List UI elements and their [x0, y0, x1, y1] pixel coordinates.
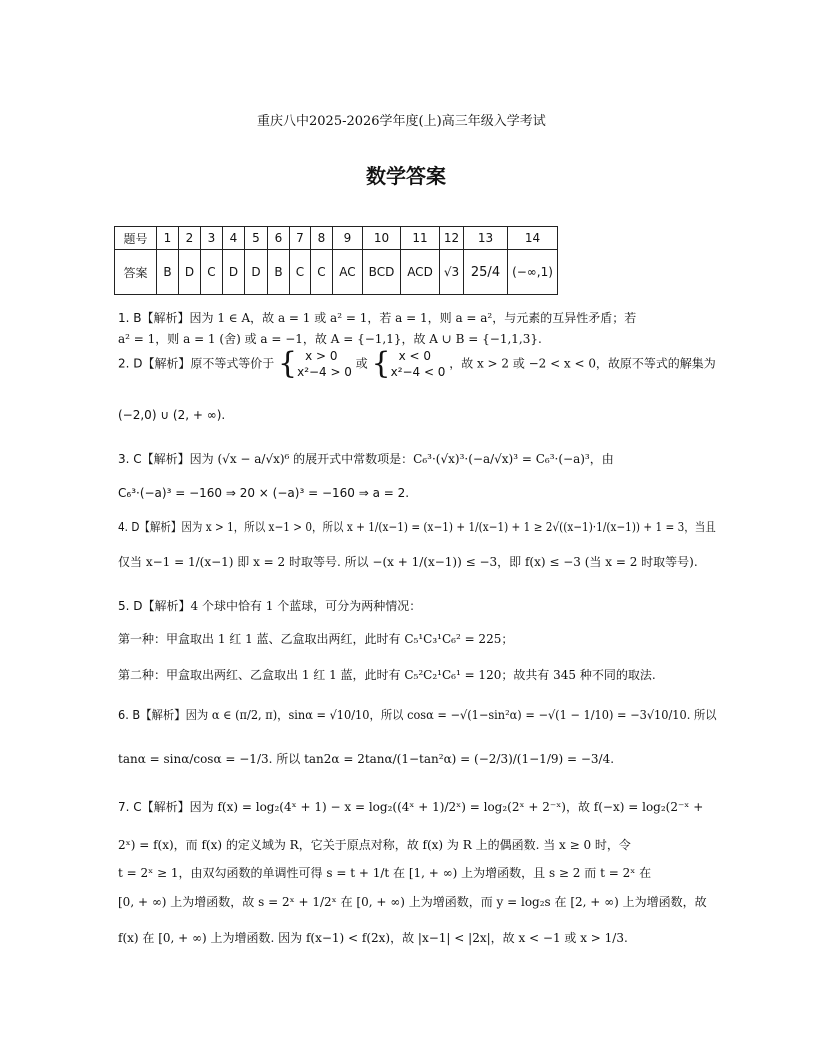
table-cell: 25/4: [464, 250, 508, 295]
inequality-system-2: x < 0 x²−4 < 0: [390, 349, 446, 379]
solution-text: 仅当 x−1 = 1/(x−1) 即 x = 2 时取等号. 所以 −(x + 1/(x−1)) ≤ −3，即 f(x) ≤ −3 (当 x = 2 时取等号).: [118, 555, 698, 569]
page-title: 数学答案: [366, 164, 446, 188]
table-cell: D: [223, 250, 245, 295]
solution-7-line-3: [118, 864, 651, 881]
solution-text: 2ˣ) = f(x)，而 f(x) 的定义域为 R，它关于原点对称，故 f(x) 为 R 上的偶函数. 当 x ≥ 0 时，令: [118, 838, 631, 852]
solution-7-line-4: [118, 893, 707, 910]
row-label-answer: 答案: [115, 250, 157, 295]
table-cell: C: [311, 250, 333, 295]
inequality-system-1: x > 0 x²−4 > 0: [297, 349, 352, 379]
solution-5-line-2: [118, 630, 513, 647]
table-cell: 8: [311, 227, 333, 250]
question-number: 6. B: [118, 708, 141, 722]
solution-text: 因为 α ∈ (π/2, π)，sinα = √10/10，所以 cosα = −√(1−sin²α) = −√(1 − 1/10) = −3√10/10. 所以: [185, 708, 717, 722]
solution-7-line-5: [118, 929, 628, 946]
table-cell: 6: [268, 227, 290, 250]
solution-text: 4 个球中恰有 1 个蓝球，可分为两种情况：: [190, 599, 422, 613]
table-cell: B: [157, 250, 179, 295]
table-cell: AC: [333, 250, 363, 295]
table-cell: 11: [401, 227, 440, 250]
table-cell: 9: [333, 227, 363, 250]
answer-table: [114, 226, 558, 295]
table-cell: 14: [508, 227, 558, 250]
table-cell: (−∞,1): [508, 250, 558, 295]
table-cell: C: [290, 250, 311, 295]
solution-7-line-2: [118, 836, 631, 853]
solution-3-line-2: [118, 486, 409, 500]
table-row-numbers: [115, 227, 558, 250]
table-cell: 2: [179, 227, 201, 250]
table-cell: √3: [440, 250, 464, 295]
or-text: 或: [355, 356, 368, 371]
solution-3-line-1: [118, 450, 614, 467]
table-cell: C: [201, 250, 223, 295]
solution-text: C₆³·(−a)³ = −160 ⇒ 20 × (−a)³ = −160 ⇒ a = 2.: [118, 486, 410, 500]
solution-1-line-2: [118, 330, 542, 347]
table-cell: 10: [363, 227, 401, 250]
table-cell: 13: [464, 227, 508, 250]
table-cell: 1: [157, 227, 179, 250]
question-number: 2. D: [118, 356, 143, 371]
solution-text: ，故 x > 2 或 −2 < x < 0，故原不等式的解集为: [449, 356, 716, 371]
question-number: 5. D: [118, 599, 143, 613]
solution-text: 第二种：甲盒取出两红、乙盒取出 1 红 1 蓝，此时有 C₅²C₂¹C₆¹ = 120；故共有 345 种不同的取法.: [118, 668, 656, 682]
solution-text: 因为 f(x) = log₂(4ˣ + 1) − x = log₂((4ˣ + 1)/2ˣ) = log₂(2ˣ + 2⁻ˣ)，故 f(−x) = log₂(2⁻ˣ +: [189, 800, 704, 814]
solution-text: 因为 1 ∈ A，故 a = 1 或 a² = 1，若 a = 1，则 a = a²，与元素的互异性矛盾；若: [189, 311, 637, 325]
analysis-tag: 【解析】: [141, 452, 190, 466]
table-row-answers: [115, 250, 558, 295]
solution-6-line-2: [118, 750, 614, 767]
brace-symbol: {: [278, 346, 298, 381]
table-cell: B: [268, 250, 290, 295]
solution-2-line-2: [118, 408, 225, 422]
table-cell: 5: [245, 227, 268, 250]
table-cell: 4: [223, 227, 245, 250]
table-cell: ACD: [401, 250, 440, 295]
solution-1-line-1: [118, 309, 636, 326]
solution-5-line-3: [118, 666, 656, 683]
solution-2-line-1: [118, 348, 716, 380]
solution-6-line-1: [118, 706, 717, 723]
solution-text: (−2,0) ∪ (2, + ∞).: [118, 408, 226, 422]
analysis-tag: 【解析】: [140, 708, 186, 722]
solution-7-line-1: [118, 798, 703, 815]
question-number: 4. D: [118, 520, 140, 534]
table-cell: D: [179, 250, 201, 295]
solution-text: f(x) 在 [0, + ∞) 上为增函数. 因为 f(x−1) < f(2x)，故 |x−1| < |2x|，故 x < −1 或 x > 1/3.: [118, 931, 628, 945]
brace-symbol: {: [371, 346, 391, 381]
solution-4-line-1: [118, 518, 716, 535]
table-cell: 12: [440, 227, 464, 250]
question-number: 3. C: [118, 452, 142, 466]
solution-5-line-1: [118, 597, 421, 614]
analysis-tag: 【解析】: [142, 599, 191, 613]
analysis-tag: 【解析】: [141, 800, 190, 814]
table-cell: D: [245, 250, 268, 295]
solution-4-line-2: [118, 553, 698, 570]
row-label-number: 题号: [115, 227, 157, 250]
solution-text: tanα = sinα/cosα = −1/3. 所以 tan2α = 2tanα/(1−tan²α) = (−2/3)/(1−1/9) = −3/4.: [118, 752, 615, 766]
question-number: 1. B: [118, 311, 142, 325]
analysis-tag: 【解析】: [141, 311, 190, 325]
solution-text: 第一种：甲盒取出 1 红 1 蓝、乙盒取出两红，此时有 C₅¹C₃¹C₆² = 225；: [118, 632, 514, 646]
solution-text: a² = 1，则 a = 1 (舍) 或 a = −1，故 A = {−1,1}，故 A ∪ B = {−1,1,3}.: [118, 332, 542, 346]
question-number: 7. C: [118, 800, 142, 814]
table-cell: 7: [290, 227, 311, 250]
solution-text: 因为 x > 1，所以 x−1 > 0，所以 x + 1/(x−1) = (x−1) + 1/(x−1) + 1 ≥ 2√((x−1)·1/(x−1)) + 1 = 3，当且: [181, 520, 716, 534]
analysis-tag: 【解析】: [139, 520, 182, 534]
solution-text: [0, + ∞) 上为增函数，故 s = 2ˣ + 1/2ˣ 在 [0, + ∞) 上为增函数，而 y = log₂s 在 [2, + ∞) 上为增函数，故: [118, 895, 707, 909]
solution-text: 原不等式等价于: [190, 356, 275, 371]
table-cell: 3: [201, 227, 223, 250]
exam-subtitle: 重庆八中2025-2026学年度(上)高三年级入学考试: [257, 114, 546, 129]
solution-text: t = 2ˣ ≥ 1，由双勾函数的单调性可得 s = t + 1/t 在 [1, + ∞) 上为增函数，且 s ≥ 2 而 t = 2ˣ 在: [118, 866, 652, 880]
solution-text: 因为 (√x − a/√x)⁶ 的展开式中常数项是：C₆³·(√x)³·(−a/√x)³ = C₆³·(−a)³，由: [189, 452, 614, 466]
table-cell: BCD: [363, 250, 401, 295]
analysis-tag: 【解析】: [142, 356, 191, 371]
